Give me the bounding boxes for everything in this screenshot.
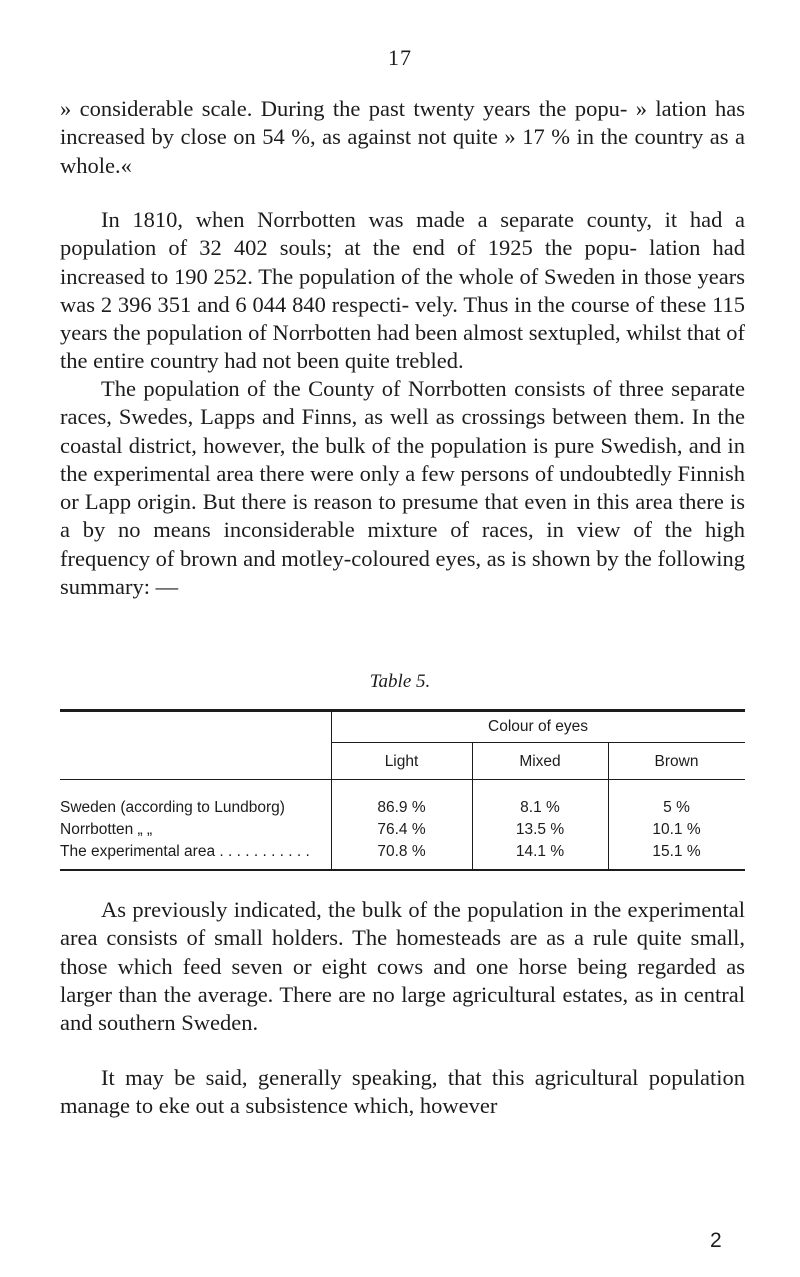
row-label: Norrbotten „ „ xyxy=(60,821,153,838)
paragraph-population-history: In 1810, when Norrbotten was made a separate county, it had a population of 32 402 souls; at the end of 1925 the popu- lation had increased to 190 252. The population of the whole of Sweden in those years was 2 396 351 and 6 044 840 respecti- vely. Thus in the course of these 115 years the population of Norrbotten had been almost sextupled, whilst that of the entire country had not been quite trebled. xyxy=(60,207,745,374)
table-cell: 13.5 % xyxy=(515,821,565,838)
row-label: The experimental area . . . . . . . . . . . xyxy=(60,843,310,860)
table-cell: 8.1 % xyxy=(520,799,560,816)
table-cell: 14.1 % xyxy=(515,843,565,860)
page-number: 17 xyxy=(388,45,412,70)
column-header-brown: Brown xyxy=(654,753,699,770)
footer-number: 2 xyxy=(710,1229,722,1252)
paragraph-quote-end: » considerable scale. During the past twenty years the popu- » lation has increased by close on 54 %, as against not quite » 17 % in the country as a whole.« xyxy=(60,96,745,178)
table-subheader-rule xyxy=(331,742,745,743)
table-cell: 86.9 % xyxy=(377,799,426,816)
column-header-mixed: Mixed xyxy=(519,753,561,770)
table-cell: 76.4 % xyxy=(377,821,426,838)
table-caption: Table 5. xyxy=(369,671,431,692)
table-cell: 5 % xyxy=(663,799,690,816)
table-cell: 70.8 % xyxy=(377,843,426,860)
table-header-rule xyxy=(60,779,745,780)
column-header-light: Light xyxy=(384,753,419,770)
paragraph-subsistence: It may be said, generally speaking, that this agricultural population manage to eke out a subsistence which, however xyxy=(60,1065,745,1119)
table-group-header: Colour of eyes xyxy=(488,718,588,735)
paragraph-races: The population of the County of Norrbotten consists of three separate races, Swedes, Lapps and Finns, as well as crossings between them. In the coastal district, however, the bulk of the population is pure Swedish, and in the experimental area there were only a few persons of undoubtedly Finnish or Lapp origin. But there is reason to presume that even in this area there is a by no means inconsiderable mixture of races, in view of the high frequency of brown and motley-coloured eyes, as is shown by the following summary: — xyxy=(60,376,745,600)
table-top-rule xyxy=(60,709,745,712)
table-cell: 15.1 % xyxy=(652,843,701,860)
paragraph-small-holders: As previously indicated, the bulk of the population in the experimental area consists of small holders. The homesteads are as a rule quite small, those which feed seven or eight cows and one horse being regarded as larger than the average. There are no large agricultural estates, as in central and southern Sweden. xyxy=(60,897,745,1036)
row-label: Sweden (according to Lundborg) xyxy=(60,799,285,816)
table-bottom-rule xyxy=(60,869,745,871)
table-cell: 10.1 % xyxy=(652,821,701,838)
